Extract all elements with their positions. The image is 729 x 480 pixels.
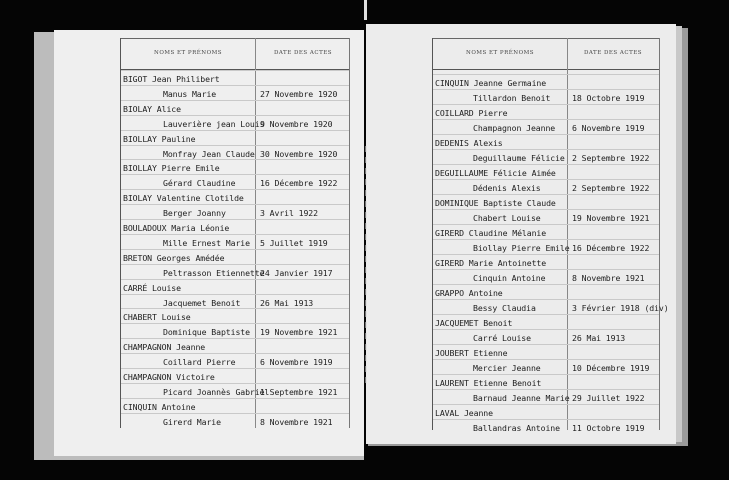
person-name: JACQUEMET Benoit (435, 318, 513, 328)
act-date: 3 Février 1918 (div) (572, 303, 669, 313)
act-date: 24 Janvier 1917 (260, 267, 333, 278)
act-date: 8 Novembre 1921 (572, 273, 645, 283)
person-name: CARRÉ Louise (123, 282, 181, 293)
spouse-name: Dédenis Alexis (473, 183, 541, 193)
table-row (121, 264, 349, 280)
table-row (121, 413, 349, 429)
table-row (433, 374, 659, 390)
table-row (433, 224, 659, 240)
person-name: DEGUILLAUME Félicie Aimée (435, 168, 556, 178)
act-date: 9 Novembre 1920 (260, 118, 333, 129)
act-date: 10 Décembre 1919 (572, 363, 650, 373)
act-date: 11 Octobre 1919 (572, 423, 645, 433)
act-date: 26 Mai 1913 (572, 333, 626, 343)
act-date: 2 Septembre 1922 (572, 153, 650, 163)
person-name: BOULADOUX Maria Léonie (123, 223, 230, 233)
act-date: 2 Septembre 1922 (572, 183, 650, 193)
spouse-name: Cinquin Antoine (473, 273, 546, 283)
table-row (121, 85, 349, 101)
person-name: COILLARD Pierre (435, 108, 508, 118)
person-name: DEDENIS Alexis (435, 138, 503, 148)
register-table-right (432, 38, 669, 433)
act-date: 19 Novembre 1921 (260, 327, 338, 338)
binding-stitch (364, 146, 367, 386)
header-names: NOMS ET PRÉNOMS (154, 50, 222, 56)
act-date: 6 Novembre 1919 (572, 123, 645, 133)
person-name: BIGOT Jean Philibert (123, 74, 220, 84)
spouse-name: Deguillaume Félicie (473, 153, 565, 163)
person-name: LAURENT Etienne Benoit (435, 378, 542, 388)
table-row (433, 389, 659, 405)
person-name: BRETON Georges Amédée (123, 252, 225, 263)
person-name: GIRERD Claudine Mélanie (435, 228, 547, 238)
spouse-name: Peltrasson Etiennette (163, 267, 265, 278)
table-row (433, 239, 659, 255)
spouse-name: Champagnon Jeanne (473, 123, 556, 133)
person-name: CHABERT Louise (123, 312, 191, 323)
header-names: NOMS ET PRÉNOMS (466, 50, 534, 56)
spouse-name: Mercier Jeanne (473, 363, 541, 373)
register-table-left (120, 38, 350, 428)
spouse-name: Carré Louise (473, 333, 531, 343)
table-row (121, 323, 349, 339)
header-dates: DATE DES ACTES (273, 50, 333, 56)
table-row (433, 419, 659, 435)
table-row (121, 174, 349, 190)
table-row (433, 209, 659, 225)
table-row (121, 338, 349, 354)
person-name: BIOLAY Alice (123, 103, 181, 114)
spouse-name: Chabert Louise (473, 213, 541, 223)
spouse-name: Ballandras Antoine (473, 423, 560, 433)
table-row (433, 299, 669, 315)
person-name: BIOLLAY Pierre Emile (123, 163, 220, 174)
table-row (433, 404, 659, 420)
table-row (121, 308, 349, 324)
table-row (433, 284, 659, 300)
act-date: 3 Avril 1922 (260, 208, 318, 219)
person-name: CINQUIN Jeanne Germaine (435, 78, 547, 88)
person-name: CHAMPAGNON Victoire (123, 372, 215, 382)
table-row (121, 279, 349, 295)
header-dates: DATE DES ACTES (583, 50, 643, 56)
act-date: 6 Novembre 1919 (260, 357, 333, 368)
table-row (433, 119, 659, 135)
act-date: 5 Juillet 1919 (260, 237, 328, 248)
table-row (433, 164, 659, 180)
person-name: GIRERD Marie Antoinette (435, 258, 547, 268)
spouse-name: Mille Ernest Marie (163, 237, 250, 248)
spouse-name: Gérard Claudine (163, 178, 236, 189)
person-name: DOMINIQUE Baptiste Claude (435, 198, 556, 208)
table-row (121, 353, 349, 369)
act-date: 18 Octobre 1919 (572, 93, 645, 103)
table-row (121, 145, 349, 161)
act-date: 26 Mai 1913 (260, 297, 314, 308)
person-name: GRAPPO Antoine (435, 288, 503, 298)
spouse-name: Manus Marie (163, 88, 217, 99)
spouse-name: Dominique Baptiste (163, 327, 250, 338)
act-date: 1 Septembre 1921 (260, 386, 338, 397)
act-date: 27 Novembre 1920 (260, 88, 338, 99)
table-row (433, 134, 659, 150)
table-row (433, 89, 659, 105)
table-row (121, 294, 349, 310)
table-row (121, 159, 349, 175)
table-row (121, 383, 349, 399)
table-row (121, 398, 349, 414)
table-row (121, 219, 349, 235)
table-row (433, 104, 659, 120)
table-row (121, 189, 349, 205)
table-row (121, 115, 349, 131)
spouse-name: Bessy Claudia (473, 303, 536, 313)
person-name: BIOLAY Valentine Clotilde (123, 193, 244, 204)
person-name: JOUBERT Etienne (435, 348, 508, 358)
act-date: 16 Décembre 1922 (260, 178, 338, 189)
spouse-name: Lauverière jean Louis (163, 118, 265, 129)
table-row (433, 359, 659, 375)
table-row (433, 149, 659, 165)
table-row (433, 179, 659, 195)
table-row (121, 130, 349, 146)
table-row (433, 344, 659, 360)
table-row (121, 249, 349, 265)
spouse-name: Monfray Jean Claude (163, 148, 255, 159)
spouse-name: Tillardon Benoit (473, 93, 551, 103)
act-date: 19 Novembre 1921 (572, 213, 650, 223)
table-row (121, 368, 349, 384)
spouse-name: Barnaud Jeanne Marie (473, 393, 570, 403)
table-header (121, 38, 349, 70)
table-row (433, 329, 659, 345)
act-date: 16 Décembre 1922 (572, 243, 650, 253)
person-name: CHAMPAGNON Jeanne (123, 342, 206, 353)
table-row (121, 204, 349, 220)
spouse-name: Berger Joanny (163, 208, 226, 219)
act-date: 29 Juillet 1922 (572, 393, 645, 403)
act-date: 8 Novembre 1921 (260, 416, 333, 427)
spouse-name: Picard Joannès Gabriel (163, 386, 270, 397)
table-row (433, 74, 659, 90)
table-row (433, 254, 659, 270)
spouse-name: Girerd Marie (163, 416, 221, 427)
person-name: CINQUIN Antoine (123, 401, 196, 412)
table-row (121, 234, 349, 250)
table-row (433, 314, 659, 330)
person-name: LAVAL Jeanne (435, 408, 493, 418)
spouse-name: Coillard Pierre (163, 357, 236, 368)
spouse-name: Biollay Pierre Emile (473, 243, 570, 253)
table-header (433, 38, 659, 70)
act-date: 30 Novembre 1920 (260, 148, 338, 159)
table-row (433, 194, 659, 210)
spouse-name: Jacquemet Benoit (163, 297, 241, 308)
table-row (433, 269, 659, 285)
person-name: BIOLLAY Pauline (123, 133, 196, 144)
table-row (121, 100, 349, 116)
table-row (121, 70, 349, 86)
top-binding-line (364, 0, 367, 20)
